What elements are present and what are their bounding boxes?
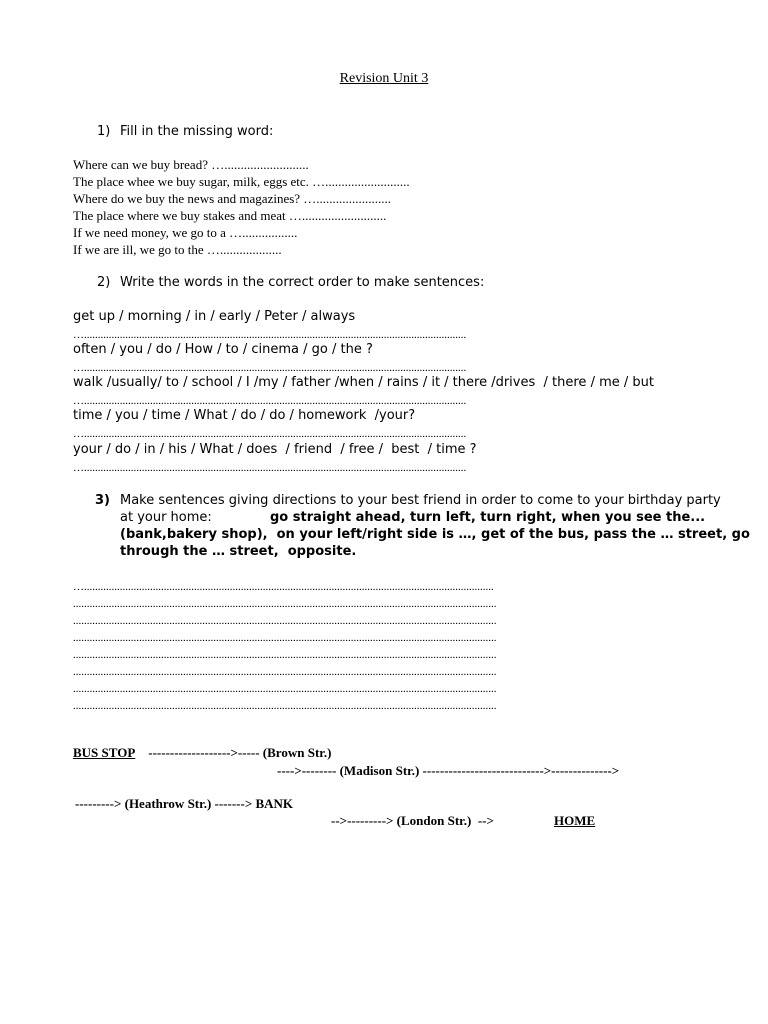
answer-line: .......................................................................................................................................................... bbox=[73, 666, 497, 678]
answer-line: .......................................................................................................................................................... bbox=[73, 598, 497, 610]
order-item-5: your / do / in / his / What / does / friend / free / best / time ? bbox=[73, 442, 477, 457]
order-item-2: often / you / do / How / to / cinema / go / the ? bbox=[73, 342, 373, 357]
answer-line: …........................................................................................................................................... bbox=[73, 428, 467, 440]
section1-number: 1) bbox=[97, 124, 111, 139]
section3-number: 3) bbox=[95, 493, 110, 508]
answer-line: .......................................................................................................................................................... bbox=[73, 615, 497, 627]
answer-line: …........................................................................................................................................... bbox=[73, 395, 467, 407]
answer-line: …........................................................................................................................................... bbox=[73, 362, 467, 374]
fill-line-4: The place where we buy stakes and meat ….......................... bbox=[73, 208, 387, 223]
section2-number: 2) bbox=[97, 275, 111, 290]
answer-line: …..................................................................................................................................................... bbox=[73, 581, 494, 593]
section3-line-1: Make sentences giving directions to your best friend in order to come to your birthday party bbox=[120, 493, 721, 508]
route-line-4: -->---------> (London Str.) --> bbox=[331, 813, 494, 828]
page-title: Revision Unit 3 bbox=[339, 71, 429, 86]
answer-line: .......................................................................................................................................................... bbox=[73, 700, 497, 712]
order-item-1: get up / morning / in / early / Peter / always bbox=[73, 309, 356, 324]
section3-line-4: through the … street, opposite. bbox=[120, 544, 357, 559]
fill-line-6: If we are ill, we go to the …................... bbox=[73, 242, 282, 257]
route-line-2: ---->-------- (Madison Str.) ---------------------------->--------------> bbox=[277, 763, 620, 778]
answer-line: .......................................................................................................................................................... bbox=[73, 649, 497, 661]
home-label: HOME bbox=[554, 813, 596, 828]
section1-heading: Fill in the missing word: bbox=[120, 124, 274, 139]
fill-line-3: Where do we buy the news and magazines? …....................... bbox=[73, 191, 392, 206]
bus-stop-label: BUS STOP bbox=[73, 745, 136, 760]
section2-heading: Write the words in the correct order to make sentences: bbox=[120, 275, 485, 290]
answer-line: …........................................................................................................................................... bbox=[73, 329, 467, 341]
order-item-4: time / you / time / What / do / do / homework /your? bbox=[73, 408, 416, 423]
fill-line-2: The place whee we buy sugar, milk, eggs etc. ….......................... bbox=[73, 174, 410, 189]
order-item-3: walk /usually/ to / school / I /my / father /when / rains / it / there /drives / there / me / but bbox=[73, 375, 654, 390]
answer-line: …........................................................................................................................................... bbox=[73, 462, 467, 474]
fill-line-5: If we need money, we go to a …................. bbox=[73, 225, 298, 240]
section3-line-3: (bank,bakery shop), on your left/right side is …, get of the bus, pass the … street, go bbox=[120, 527, 750, 542]
route-line-3: ---------> (Heathrow Str.) -------> BANK bbox=[75, 796, 294, 811]
answer-line: .......................................................................................................................................................... bbox=[73, 632, 497, 644]
section3-line-2-prefix: at your home: bbox=[120, 510, 212, 525]
route-line-1: ------------------->----- (Brown Str.) bbox=[145, 745, 332, 760]
fill-line-1: Where can we buy bread? ….......................... bbox=[73, 157, 309, 172]
section3-line-2-bold: go straight ahead, turn left, turn right, when you see the... bbox=[270, 510, 706, 525]
answer-line: .......................................................................................................................................................... bbox=[73, 683, 497, 695]
